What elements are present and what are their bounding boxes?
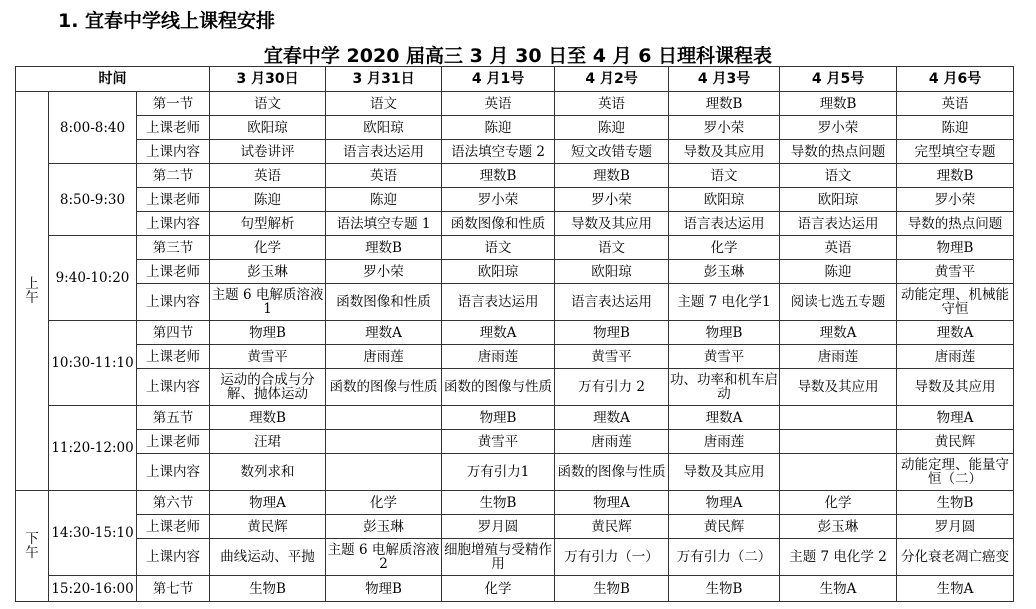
table-cell: 黄雪平 xyxy=(555,345,669,369)
table-cell: 物理B xyxy=(897,236,1014,260)
row-label: 上课老师 xyxy=(137,430,210,454)
table-cell: 物理B xyxy=(210,321,326,345)
table-cell: 理数B xyxy=(555,164,669,188)
table-cell: 理数B xyxy=(669,92,780,116)
table-cell: 唐雨莲 xyxy=(669,430,780,454)
table-cell: 导数及其应用 xyxy=(555,212,669,236)
table-cell: 物理A xyxy=(555,491,669,515)
table-cell: 英语 xyxy=(442,92,555,116)
row-label: 上课内容 xyxy=(137,212,210,236)
table-cell: 语文 xyxy=(555,236,669,260)
slot-time: 11:20-12:00 xyxy=(49,406,137,491)
table-cell: 理数A xyxy=(897,321,1014,345)
table-row xyxy=(16,260,1014,284)
row-label: 上课老师 xyxy=(137,345,210,369)
header-day: 4 月5号 xyxy=(780,67,897,92)
table-cell: 彭玉琳 xyxy=(669,260,780,284)
table-cell: 欧阳琼 xyxy=(555,260,669,284)
table-cell xyxy=(326,430,442,454)
table-cell: 化学 xyxy=(442,576,555,602)
table-cell xyxy=(326,406,442,430)
schedule-table xyxy=(15,66,1014,602)
table-cell: 物理B xyxy=(669,321,780,345)
table-cell: 英语 xyxy=(210,164,326,188)
table-cell: 物理B xyxy=(442,406,555,430)
header-time: 时间 xyxy=(16,67,210,92)
table-cell: 唐雨莲 xyxy=(326,345,442,369)
table-cell: 函数的图像与性质 xyxy=(326,369,442,406)
table-cell: 语文 xyxy=(442,236,555,260)
table-cell: 黄雪平 xyxy=(669,345,780,369)
table-cell: 黄民辉 xyxy=(555,515,669,539)
afternoon-label: 下 午 xyxy=(16,491,49,602)
table-cell: 分化衰老凋亡癌变 xyxy=(897,539,1014,576)
header-day: 3 月31日 xyxy=(326,67,442,92)
row-label: 第三节 xyxy=(137,236,210,260)
row-label: 上课内容 xyxy=(137,284,210,321)
table-cell: 主题 6 电解质溶液 2 xyxy=(326,539,442,576)
table-cell: 语文 xyxy=(210,92,326,116)
table-cell: 曲线运动、平抛 xyxy=(210,539,326,576)
table-cell: 语言表达运用 xyxy=(442,284,555,321)
table-row xyxy=(16,116,1014,140)
table-cell: 函数的图像与性质 xyxy=(555,454,669,491)
table-cell: 函数图像和性质 xyxy=(442,212,555,236)
header-day: 3 月30日 xyxy=(210,67,326,92)
table-row xyxy=(16,164,1014,188)
table-cell: 理数B xyxy=(442,164,555,188)
table-cell: 理数B xyxy=(897,164,1014,188)
row-label: 第二节 xyxy=(137,164,210,188)
table-cell: 化学 xyxy=(669,236,780,260)
table-cell: 罗小荣 xyxy=(780,116,897,140)
table-cell xyxy=(780,430,897,454)
table-cell: 罗月圆 xyxy=(897,515,1014,539)
table-cell: 欧阳琼 xyxy=(669,188,780,212)
table-cell: 陈迎 xyxy=(780,260,897,284)
table-cell: 生物B xyxy=(555,576,669,602)
table-cell: 陈迎 xyxy=(897,116,1014,140)
row-label: 第一节 xyxy=(137,92,210,116)
table-cell: 万有引力1 xyxy=(442,454,555,491)
table-cell: 物理A xyxy=(897,406,1014,430)
header-day: 4 月6号 xyxy=(897,67,1014,92)
table-cell: 语言表达运用 xyxy=(780,212,897,236)
row-label: 上课老师 xyxy=(137,116,210,140)
table-cell: 欧阳琼 xyxy=(210,116,326,140)
table-row xyxy=(16,369,1014,406)
table-cell: 欧阳琼 xyxy=(442,260,555,284)
table-cell: 黄雪平 xyxy=(897,260,1014,284)
table-cell: 唐雨莲 xyxy=(780,345,897,369)
table-cell xyxy=(780,454,897,491)
row-label: 第五节 xyxy=(137,406,210,430)
table-row xyxy=(16,539,1014,576)
table-title: 宜春中学 2020 届高三 3 月 30 日至 4 月 6 日理科课程表 xyxy=(263,45,773,67)
slot-time: 14:30-15:10 xyxy=(49,491,137,576)
table-cell xyxy=(326,454,442,491)
table-cell: 罗小荣 xyxy=(897,188,1014,212)
table-cell: 函数图像和性质 xyxy=(326,284,442,321)
table-cell: 语法填空专题 1 xyxy=(326,212,442,236)
table-cell: 主题 7 电化学1 xyxy=(669,284,780,321)
table-cell: 黄民辉 xyxy=(669,515,780,539)
table-cell: 完型填空专题 xyxy=(897,140,1014,164)
table-cell: 唐雨莲 xyxy=(897,345,1014,369)
table-row xyxy=(16,430,1014,454)
table-cell: 欧阳琼 xyxy=(326,116,442,140)
table-cell: 主题 7 电化学 2 xyxy=(780,539,897,576)
slot-time: 8:00-8:40 xyxy=(49,92,137,164)
table-row xyxy=(16,140,1014,164)
table-cell: 理数A xyxy=(669,406,780,430)
table-cell: 陈迎 xyxy=(555,116,669,140)
table-row xyxy=(16,454,1014,491)
table-cell: 语法填空专题 2 xyxy=(442,140,555,164)
table-cell: 函数的图像与性质 xyxy=(442,369,555,406)
table-cell: 万有引力 2 xyxy=(555,369,669,406)
table-cell: 黄民辉 xyxy=(210,515,326,539)
table-cell: 导数及其应用 xyxy=(669,140,780,164)
table-cell: 短文改错专题 xyxy=(555,140,669,164)
row-label: 上课内容 xyxy=(137,369,210,406)
table-cell: 英语 xyxy=(780,236,897,260)
table-cell: 动能定理、机械能守恒 xyxy=(897,284,1014,321)
table-cell: 黄雪平 xyxy=(442,430,555,454)
table-cell: 理数B xyxy=(210,406,326,430)
slot-time: 8:50-9:30 xyxy=(49,164,137,236)
header-day: 4 月1号 xyxy=(442,67,555,92)
table-cell: 唐雨莲 xyxy=(555,430,669,454)
table-cell: 导数及其应用 xyxy=(780,369,897,406)
table-cell: 物理A xyxy=(210,491,326,515)
table-row xyxy=(16,491,1014,515)
table-cell: 唐雨莲 xyxy=(442,345,555,369)
table-row xyxy=(16,321,1014,345)
slot-time: 15:20-16:00 xyxy=(49,576,137,602)
table-cell: 理数B xyxy=(780,92,897,116)
header-day: 4 月3号 xyxy=(669,67,780,92)
row-label: 上课老师 xyxy=(137,260,210,284)
table-cell: 导数及其应用 xyxy=(897,369,1014,406)
table-cell: 试卷讲评 xyxy=(210,140,326,164)
table-cell: 生物B xyxy=(442,491,555,515)
table-cell: 生物A xyxy=(780,576,897,602)
row-label: 第六节 xyxy=(137,491,210,515)
table-row xyxy=(16,406,1014,430)
table-cell: 万有引力（二） xyxy=(669,539,780,576)
table-cell: 生物B xyxy=(669,576,780,602)
table-cell: 罗小荣 xyxy=(326,260,442,284)
table-row xyxy=(16,576,1014,602)
table-row xyxy=(16,92,1014,116)
table-cell: 彭玉琳 xyxy=(210,260,326,284)
table-cell: 理数A xyxy=(780,321,897,345)
table-cell: 理数A xyxy=(326,321,442,345)
table-cell: 阅读七选五专题 xyxy=(780,284,897,321)
table-cell: 英语 xyxy=(897,92,1014,116)
table-cell: 语言表达运用 xyxy=(669,212,780,236)
table-cell: 运动的合成与分解、抛体运动 xyxy=(210,369,326,406)
header-day: 4 月2号 xyxy=(555,67,669,92)
section-heading: 1. 宜春中学线上课程安排 xyxy=(58,10,276,32)
row-label: 上课内容 xyxy=(137,539,210,576)
table-cell: 物理B xyxy=(326,576,442,602)
table-cell: 动能定理、能量守恒（二） xyxy=(897,454,1014,491)
table-cell: 物理A xyxy=(669,491,780,515)
header-row xyxy=(16,67,1014,92)
table-cell: 理数B xyxy=(326,236,442,260)
table-cell: 数列求和 xyxy=(210,454,326,491)
table-cell: 语言表达运用 xyxy=(555,284,669,321)
table-cell: 生物A xyxy=(897,576,1014,602)
table-cell: 语文 xyxy=(780,164,897,188)
row-label: 上课老师 xyxy=(137,515,210,539)
table-cell: 罗小荣 xyxy=(555,188,669,212)
table-cell: 英语 xyxy=(555,92,669,116)
table-cell: 欧阳琼 xyxy=(780,188,897,212)
table-cell: 语文 xyxy=(669,164,780,188)
table-cell: 理数A xyxy=(555,406,669,430)
slot-time: 9:40-10:20 xyxy=(49,236,137,321)
table-cell: 黄雪平 xyxy=(210,345,326,369)
table-cell: 罗月圆 xyxy=(442,515,555,539)
table-row xyxy=(16,345,1014,369)
row-label: 上课老师 xyxy=(137,188,210,212)
table-row xyxy=(16,212,1014,236)
table-cell: 化学 xyxy=(780,491,897,515)
table-cell: 导数的热点问题 xyxy=(897,212,1014,236)
table-cell: 罗小荣 xyxy=(669,116,780,140)
table-cell: 陈迎 xyxy=(442,116,555,140)
table-cell: 陈迎 xyxy=(326,188,442,212)
table-cell: 陈迎 xyxy=(210,188,326,212)
table-row xyxy=(16,515,1014,539)
table-cell xyxy=(780,406,897,430)
table-cell: 主题 6 电解质溶液1 xyxy=(210,284,326,321)
table-cell: 罗小荣 xyxy=(442,188,555,212)
table-cell: 英语 xyxy=(326,164,442,188)
table-cell: 生物B xyxy=(897,491,1014,515)
table-cell: 导数及其应用 xyxy=(669,454,780,491)
table-row xyxy=(16,284,1014,321)
table-cell: 物理B xyxy=(555,321,669,345)
table-cell: 汪珺 xyxy=(210,430,326,454)
row-label: 上课内容 xyxy=(137,140,210,164)
table-cell: 万有引力（一） xyxy=(555,539,669,576)
table-cell: 化学 xyxy=(326,491,442,515)
table-cell: 语言表达运用 xyxy=(326,140,442,164)
table-cell: 生物B xyxy=(210,576,326,602)
table-cell: 细胞增殖与受精作用 xyxy=(442,539,555,576)
table-cell: 句型解析 xyxy=(210,212,326,236)
table-row xyxy=(16,236,1014,260)
table-cell: 理数A xyxy=(442,321,555,345)
schedule-body xyxy=(16,67,1014,602)
table-cell: 彭玉琳 xyxy=(780,515,897,539)
table-cell: 黄民辉 xyxy=(897,430,1014,454)
row-label: 第四节 xyxy=(137,321,210,345)
table-cell: 功、功率和机车启动 xyxy=(669,369,780,406)
table-cell: 化学 xyxy=(210,236,326,260)
table-row xyxy=(16,188,1014,212)
morning-label: 上 午 xyxy=(16,92,49,491)
row-label: 上课内容 xyxy=(137,454,210,491)
row-label: 第七节 xyxy=(137,576,210,602)
table-cell: 导数的热点问题 xyxy=(780,140,897,164)
table-cell: 彭玉琳 xyxy=(326,515,442,539)
table-cell: 语文 xyxy=(326,92,442,116)
slot-time: 10:30-11:10 xyxy=(49,321,137,406)
